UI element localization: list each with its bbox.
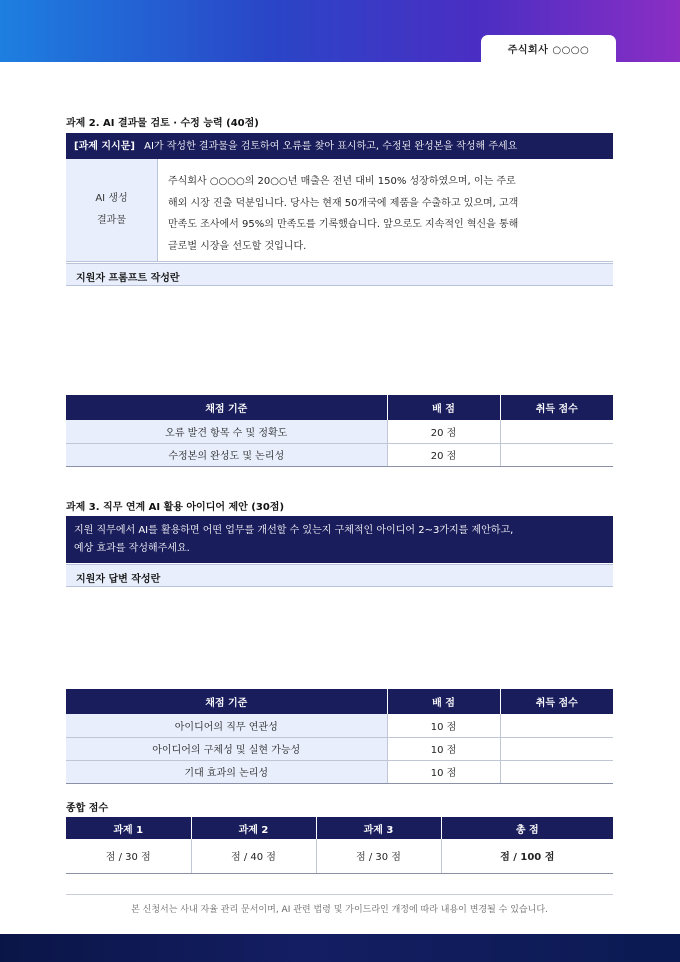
- prompt-answer-area[interactable]: [66, 287, 613, 391]
- total-title: 종합 점수: [66, 803, 109, 814]
- earned-cell[interactable]: [500, 443, 613, 466]
- total-cell-task1[interactable]: 점 / 30 점: [66, 839, 191, 873]
- total-cell-sum[interactable]: 점 / 100 점: [441, 839, 613, 873]
- task3-title: 과제 3. 직무 연계 AI 활용 아이디어 제안 (30점): [66, 502, 285, 513]
- points-cell: 10 점: [387, 714, 500, 737]
- instruction-text: AI가 작성한 결과물을 검토하여 오류를 찾아 표시하고, 수정된 완성본을 작성해 주세요: [144, 141, 518, 152]
- ai-output-line: 해외 시장 진출 덕분입니다. 당사는 현재 50개국에 제품을 수출하고 있으며, 고객: [168, 197, 519, 209]
- earned-cell[interactable]: [500, 420, 613, 443]
- points-cell: 10 점: [387, 737, 500, 760]
- total-header-task2: 과제 2: [191, 817, 316, 839]
- earned-header: 취득 점수: [500, 689, 613, 714]
- points-cell: 20 점: [387, 420, 500, 443]
- table-row: [66, 737, 613, 760]
- total-cell-task2[interactable]: 점 / 40 점: [191, 839, 316, 873]
- answer-area[interactable]: [66, 588, 613, 686]
- criterion-header: 채점 기준: [66, 689, 387, 714]
- criterion-cell: 기대 효과의 논리성: [66, 760, 387, 783]
- ai-output-line: 주식회사 ○○○○의 20○○년 매출은 전년 대비 150% 성장하였으며, 이는 주로: [168, 176, 516, 187]
- company-name-tab: 주식회사 ○○○○: [481, 35, 616, 65]
- instruction-tag: [과제 지시문]: [74, 141, 135, 152]
- ai-output-line: 글로벌 시장을 선도할 것입니다.: [168, 240, 307, 252]
- ai-output-block: [66, 159, 613, 262]
- ai-output-label-line1: AI 생성: [95, 193, 128, 204]
- total-score-table: [66, 817, 613, 874]
- task3-instruction-bar: [66, 516, 613, 563]
- footer-band: [0, 934, 680, 962]
- table-row: [66, 760, 613, 783]
- table-row: [66, 714, 613, 737]
- task3-instruction-line: 예상 효과를 작성해주세요.: [74, 543, 190, 554]
- task2-title: 과제 2. AI 결과물 검토 · 수정 능력 (40점): [66, 118, 259, 129]
- table-row: [66, 420, 613, 443]
- total-header-task3: 과제 3: [316, 817, 441, 839]
- prompt-label-bar: 지원자 프롬프트 작성란: [66, 263, 613, 286]
- ai-output-line: 만족도 조사에서 95%의 만족도를 기록했습니다. 앞으로도 지속적인 혁신을 통해: [168, 219, 519, 230]
- points-header: 배 점: [387, 395, 500, 420]
- earned-header: 취득 점수: [500, 395, 613, 420]
- criterion-cell: 아이디어의 직무 연관성: [66, 714, 387, 737]
- criterion-cell: 아이디어의 구체성 및 실현 가능성: [66, 737, 387, 760]
- ai-output-text: [158, 159, 613, 261]
- ai-output-label-line2: 결과물: [97, 215, 126, 226]
- task2-instruction-bar: [66, 133, 613, 159]
- earned-cell[interactable]: [500, 714, 613, 737]
- criterion-header: 채점 기준: [66, 395, 387, 420]
- task3-score-table: [66, 689, 613, 784]
- total-header-sum: 총 점: [441, 817, 613, 839]
- points-cell: 20 점: [387, 443, 500, 466]
- earned-cell[interactable]: [500, 760, 613, 783]
- answer-label-bar: 지원자 답변 작성란: [66, 564, 613, 587]
- task3-instruction-line: 지원 직무에서 AI를 활용하면 어떤 업무를 개선할 수 있는지 구체적인 아이디어 2~3가지를 제안하고,: [74, 525, 514, 536]
- ai-output-label: [66, 159, 158, 261]
- criterion-cell: 오류 발견 항목 수 및 정확도: [66, 420, 387, 443]
- task2-score-table: [66, 395, 613, 467]
- footer-note: 본 신청서는 사내 자율 관리 문서이며, AI 관련 법령 및 가이드라인 개정에 따라 내용이 변경될 수 있습니다.: [131, 905, 548, 915]
- total-header-task1: 과제 1: [66, 817, 191, 839]
- criterion-cell: 수정본의 완성도 및 논리성: [66, 443, 387, 466]
- footer-divider: [66, 894, 613, 895]
- points-cell: 10 점: [387, 760, 500, 783]
- table-row: [66, 443, 613, 466]
- table-row: [66, 839, 613, 873]
- points-header: 배 점: [387, 689, 500, 714]
- earned-cell[interactable]: [500, 737, 613, 760]
- total-cell-task3[interactable]: 점 / 30 점: [316, 839, 441, 873]
